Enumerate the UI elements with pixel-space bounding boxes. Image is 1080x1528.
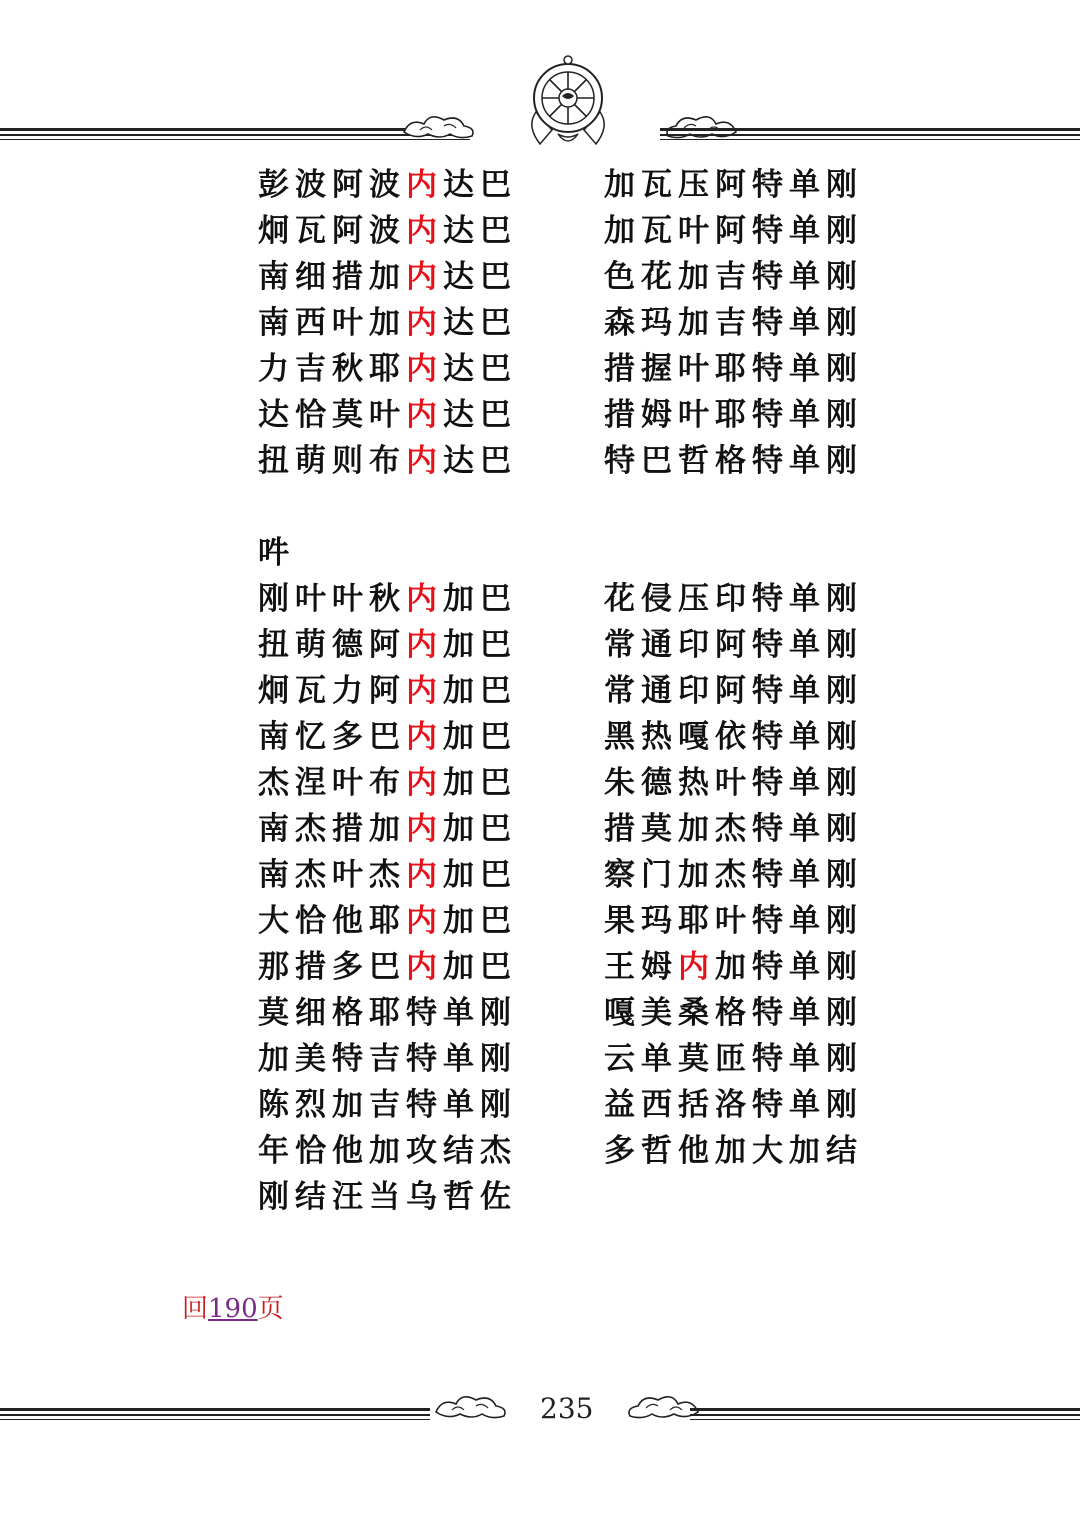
verse-text: 常通印阿特单刚 bbox=[604, 673, 863, 709]
verse-line bbox=[604, 852, 904, 898]
verse-line bbox=[258, 162, 558, 208]
verse-line bbox=[258, 438, 558, 484]
footer-rule-left bbox=[0, 1408, 430, 1422]
verse-line bbox=[604, 300, 904, 346]
verse-highlight: 内 bbox=[406, 443, 443, 479]
verse-line bbox=[258, 1128, 558, 1174]
verse-text: 扭萌则布 bbox=[258, 443, 406, 479]
verse-highlight: 内 bbox=[406, 351, 443, 387]
verse-text: 措握叶耶特单刚 bbox=[604, 351, 863, 387]
verse-text: 刚叶叶秋 bbox=[258, 581, 406, 617]
verse-text: 加瓦压阿特单刚 bbox=[604, 167, 863, 203]
verse-text: 达巴 bbox=[443, 351, 517, 387]
verse-line bbox=[258, 208, 558, 254]
verse-text: 达巴 bbox=[443, 443, 517, 479]
verse-line bbox=[258, 484, 558, 530]
back-link-suffix: 页 bbox=[257, 1294, 284, 1324]
header-rule-right bbox=[660, 128, 1080, 142]
verse-line bbox=[258, 806, 558, 852]
verse-text: 南杰叶杰 bbox=[258, 857, 406, 893]
verse-line bbox=[258, 1036, 558, 1082]
left-column bbox=[258, 162, 558, 1220]
verse-line bbox=[258, 852, 558, 898]
verse-line bbox=[604, 1036, 904, 1082]
verse-line bbox=[258, 576, 558, 622]
verse-line bbox=[604, 622, 904, 668]
verse-line bbox=[604, 392, 904, 438]
verse-line bbox=[604, 346, 904, 392]
verse-text: 吽 bbox=[258, 535, 295, 571]
verse-line bbox=[258, 944, 558, 990]
verse-text: 常通印阿特单刚 bbox=[604, 627, 863, 663]
verse-text: 达巴 bbox=[443, 167, 517, 203]
verse-text: 达巴 bbox=[443, 213, 517, 249]
verse-line bbox=[604, 576, 904, 622]
verse-text: 王姆 bbox=[604, 949, 678, 985]
verse-line bbox=[604, 806, 904, 852]
verse-text: 嘎美桑格特单刚 bbox=[604, 995, 863, 1031]
verse-line bbox=[604, 254, 904, 300]
verse-line bbox=[604, 668, 904, 714]
verse-text: 南西叶加 bbox=[258, 305, 406, 341]
verse-text: 彭波阿波 bbox=[258, 167, 406, 203]
verse-text: 加美特吉特单刚 bbox=[258, 1041, 517, 1077]
verse-text: 益西括洛特单刚 bbox=[604, 1087, 863, 1123]
verse-line bbox=[604, 714, 904, 760]
verse-text: 力吉秋耶 bbox=[258, 351, 406, 387]
verse-text: 南忆多巴 bbox=[258, 719, 406, 755]
verse-highlight: 内 bbox=[406, 765, 443, 801]
verse-text: 杰涅叶布 bbox=[258, 765, 406, 801]
verse-text: 莫细格耶特单刚 bbox=[258, 995, 517, 1031]
verse-text: 达巴 bbox=[443, 397, 517, 433]
verse-text: 察门加杰特单刚 bbox=[604, 857, 863, 893]
verse-highlight: 内 bbox=[406, 811, 443, 847]
verse-text: 年恰他加攻结杰 bbox=[258, 1133, 517, 1169]
verse-line bbox=[604, 438, 904, 484]
verse-line bbox=[604, 208, 904, 254]
verse-text: 加瓦叶阿特单刚 bbox=[604, 213, 863, 249]
verse-line bbox=[258, 622, 558, 668]
verse-text: 陈烈加吉特单刚 bbox=[258, 1087, 517, 1123]
verse-text: 南杰措加 bbox=[258, 811, 406, 847]
verse-text: 特巴哲格特单刚 bbox=[604, 443, 863, 479]
dharma-wheel-icon bbox=[522, 52, 614, 152]
verse-text: 花侵压印特单刚 bbox=[604, 581, 863, 617]
verse-line bbox=[258, 990, 558, 1036]
verse-line bbox=[258, 254, 558, 300]
verse-line bbox=[604, 530, 904, 576]
verse-highlight: 内 bbox=[406, 259, 443, 295]
verse-line bbox=[258, 714, 558, 760]
verse-highlight: 内 bbox=[406, 719, 443, 755]
verse-text: 加巴 bbox=[443, 673, 517, 709]
verse-text: 果玛耶叶特单刚 bbox=[604, 903, 863, 939]
cloud-ornament-icon bbox=[432, 1390, 510, 1422]
verse-line bbox=[258, 300, 558, 346]
verse-highlight: 内 bbox=[406, 397, 443, 433]
verse-text: 炯瓦阿波 bbox=[258, 213, 406, 249]
verse-highlight: 内 bbox=[406, 305, 443, 341]
verse-highlight: 内 bbox=[406, 857, 443, 893]
back-link-prefix: 回 bbox=[182, 1294, 209, 1324]
verse-text: 南细措加 bbox=[258, 259, 406, 295]
back-link[interactable] bbox=[182, 1288, 284, 1325]
verse-text: 加巴 bbox=[443, 719, 517, 755]
verse-line bbox=[258, 392, 558, 438]
verse-text: 刚结汪当乌哲佐 bbox=[258, 1179, 517, 1215]
verse-text: 加巴 bbox=[443, 903, 517, 939]
verse-line bbox=[604, 760, 904, 806]
verse-highlight: 内 bbox=[406, 627, 443, 663]
verse-text: 森玛加吉特单刚 bbox=[604, 305, 863, 341]
verse-highlight: 内 bbox=[406, 673, 443, 709]
verse-line bbox=[258, 530, 558, 576]
verse-text: 达巴 bbox=[443, 305, 517, 341]
verse-highlight: 内 bbox=[406, 581, 443, 617]
verse-text: 加特单刚 bbox=[715, 949, 863, 985]
verse-highlight: 内 bbox=[406, 949, 443, 985]
verse-highlight: 内 bbox=[406, 167, 443, 203]
verse-text: 措姆叶耶特单刚 bbox=[604, 397, 863, 433]
verse-text: 加巴 bbox=[443, 949, 517, 985]
page-number: 235 bbox=[540, 1392, 594, 1425]
cloud-ornament-icon bbox=[400, 110, 478, 142]
verse-text: 达巴 bbox=[443, 259, 517, 295]
verse-text: 炯瓦力阿 bbox=[258, 673, 406, 709]
footer-rule-right bbox=[690, 1408, 1080, 1422]
verse-line bbox=[604, 898, 904, 944]
verse-text: 加巴 bbox=[443, 627, 517, 663]
verse-text: 加巴 bbox=[443, 765, 517, 801]
verse-text: 达恰莫叶 bbox=[258, 397, 406, 433]
verse-line bbox=[604, 944, 904, 990]
verse-line bbox=[604, 162, 904, 208]
verse-line bbox=[258, 898, 558, 944]
verse-text: 多哲他加大加结 bbox=[604, 1133, 863, 1169]
verse-text: 大恰他耶 bbox=[258, 903, 406, 939]
verse-text: 扭萌德阿 bbox=[258, 627, 406, 663]
verse-line bbox=[604, 484, 904, 530]
verse-text: 那措多巴 bbox=[258, 949, 406, 985]
verse-line bbox=[604, 1082, 904, 1128]
verse-line bbox=[258, 1082, 558, 1128]
back-link-page-number[interactable]: 190 bbox=[208, 1294, 258, 1324]
verse-line bbox=[258, 760, 558, 806]
verse-highlight: 内 bbox=[406, 213, 443, 249]
verse-text: 色花加吉特单刚 bbox=[604, 259, 863, 295]
verse-text: 加巴 bbox=[443, 857, 517, 893]
verse-line bbox=[258, 346, 558, 392]
verse-text: 黑热嘎依特单刚 bbox=[604, 719, 863, 755]
verse-text: 云单莫匝特单刚 bbox=[604, 1041, 863, 1077]
verse-text: 加巴 bbox=[443, 581, 517, 617]
verse-highlight: 内 bbox=[678, 949, 715, 985]
verse-text: 加巴 bbox=[443, 811, 517, 847]
verse-text: 朱德热叶特单刚 bbox=[604, 765, 863, 801]
verse-text: 措莫加杰特单刚 bbox=[604, 811, 863, 847]
verse-line bbox=[604, 1128, 904, 1174]
verse-line bbox=[258, 668, 558, 714]
verse-line bbox=[258, 1174, 558, 1220]
right-column bbox=[604, 162, 904, 1174]
verse-line bbox=[604, 990, 904, 1036]
verse-highlight: 内 bbox=[406, 903, 443, 939]
